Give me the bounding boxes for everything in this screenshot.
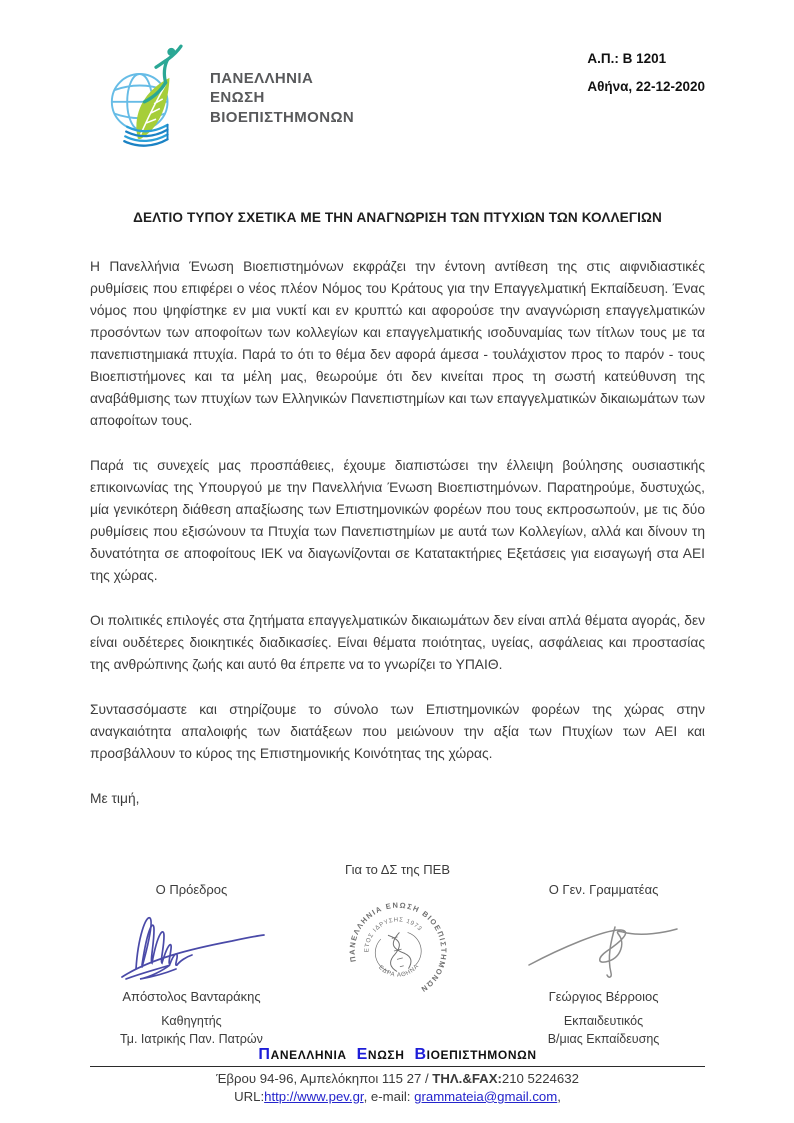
footer-address-line: [90, 1070, 705, 1088]
footer-trailing-comma: ,: [557, 1088, 561, 1104]
footer-website-link[interactable]: http://www.pev.gr: [264, 1088, 364, 1104]
organization-stamp-icon: [339, 892, 457, 1010]
footer-phone: 210 5224632: [501, 1071, 579, 1086]
logo-word-2: ΕΝΩΣΗ: [210, 89, 265, 107]
president-name: Απόστολος Βανταράκης: [122, 989, 261, 1004]
secretary-name: Γεώργιος Βέρροιος: [548, 989, 659, 1004]
president-signature-icon: [106, 903, 276, 987]
document-title: ΔΕΛΤΙΟ ΤΥΠΟΥ ΣΧΕΤΙΚΑ ΜΕ ΤΗΝ ΑΝΑΓΝΩΡΙΣΗ ΤΩΝ ΠΤΥΧΙΩΝ ΤΩΝ ΚΟΛΛΕΓΙΩΝ: [133, 210, 662, 225]
document-footer: [90, 1046, 705, 1106]
secretary-title: Εκπαιδευτικός: [563, 1014, 644, 1028]
secretary-department: Β/μιας Εκπαίδευσης: [547, 1032, 660, 1046]
footer-org-initial-1: Π: [258, 1046, 271, 1063]
signer-secretary: [502, 882, 705, 1046]
reference-block: [587, 45, 705, 100]
logo-wordmark: [210, 69, 354, 128]
secretary-role-label: Ο Γεν. Γραμματέας: [548, 882, 659, 897]
logo-word-3: ΒΙΟΕΠΙΣΤΗΜΟΝΩΝ: [210, 108, 355, 126]
footer-org-word-3: [414, 1046, 536, 1063]
footer-address: Έβρου 94-96, Αμπελόκηποι 115 27 /: [216, 1071, 433, 1086]
president-title: Καθηγητής: [161, 1014, 222, 1028]
footer-org-initial-3: Β: [414, 1046, 427, 1063]
place-date: Αθήνα, 22-12-2020: [587, 78, 705, 94]
protocol-number: Α.Π.: Β 1201: [587, 51, 667, 66]
footer-url-label: URL:: [234, 1088, 265, 1104]
footer-email-label: , e-mail:: [363, 1088, 415, 1104]
document-header: [90, 42, 705, 154]
stamp-ring-text: ΠΑΝΕΛΛΗΝΙΑ ΕΝΩΣΗ ΒΙΟΕΠΙΣΤΗΜΟΝΩΝ: [347, 900, 448, 995]
footer-org-rest-2: ΝΩΣΗ: [367, 1048, 405, 1062]
closing-salutation: Με τιμή,: [90, 791, 140, 806]
president-role-label: Ο Πρόεδρος: [155, 882, 228, 897]
body-paragraph-2: Παρά τις συνεχείς μας προσπάθειες, έχουμε διαπιστώσει την έλλειψη βούλησης ουσιαστικής επικοινωνίας της Υπουργού με την Πανελλήνια Ένωση Βιοεπιστημόνων. Παρατηρούμε, δυστυχώς, μία γενικότερη διάθεση απαξίωσης των Επιστημονικών φορέων που τους εκπροσωπούν, με τις δύο ρυθμίσεις που εξισώνουν τα Πτυχία των Πανεπιστημίων με αυτά των Κολλεγίων, αλλά και δίνουν τη δυνατότητα σε αποφοίτους ΙΕΚ να διαγωνίζονται σε Κατατακτήριες Εξετάσεις για εισαγωγή στα ΑΕΙ της χώρας.: [90, 458, 705, 583]
footer-org-initial-2: Ε: [356, 1046, 368, 1063]
stamp-founded-text: ΕΤΟΣ ΙΔΡΥΣΗΣ 1973: [362, 916, 423, 953]
footer-org-rest-3: ΙΟΕΠΙΣΤΗΜΟΝΩΝ: [426, 1048, 537, 1062]
footer-divider: [90, 1066, 705, 1067]
svg-text:ΕΔΡΑ ΑΘΗΝΑ: [376, 955, 422, 984]
stamp-area: [305, 882, 490, 1046]
signer-president: [90, 882, 293, 1046]
body-paragraph-1: Η Πανελλήνια Ένωση Βιοεπιστημόνων εκφράζει την έντονη αντίθεση της στις αιφνιδιαστικές ρυθμίσεις που επιφέρει ο νέος πλέον Νόμος του Κράτους για την Επαγγελματική Εκπαίδευση. Ένας νόμος που ψηφίστηκε εν μια νυκτί και εν κρυπτώ και αφορούσε την αναγνώριση επαγγελματικών προσόντων των αποφοίτων των κολλεγίων και επαγγελματικής ισοδυναμίας των τίτλων τους με τα πανεπιστημιακά πτυχία. Παρά το ότι το θέμα δεν αφορά άμεσα - τουλάχιστον προς το παρόν - τους Βιοεπιστήμονες και τα μέλη μας, θεωρούμε ότι δεν κινείται προς τη σωστή κατεύθυνση της αναβάθμισης των πτυχίων των Ελληνικών Πανεπιστημίων και των επαγγελματικών δικαιωμάτων των αποφοίτων τους.: [90, 259, 705, 428]
footer-org-rest-1: ΑΝΕΛΛΗΝΙΑ: [270, 1048, 347, 1062]
footer-email-link[interactable]: grammateia@gmail.com: [414, 1088, 558, 1104]
secretary-signature-icon: [519, 903, 689, 987]
organization-logo-icon: [108, 42, 204, 154]
board-line: Για το ΔΣ της ΠΕΒ: [345, 862, 450, 877]
svg-text:ΠΑΝΕΛΛΗΝΙΑ ΕΝΩΣΗ ΒΙΟΕΠΙΣΤΗΜΟΝΩ: [339, 892, 457, 1010]
footer-organization-name: [90, 1046, 705, 1064]
stamp-seat-text: ΕΔΡΑ ΑΘΗΝΑ: [376, 962, 420, 979]
body-paragraph-4: Συντασσόμαστε και στηρίζουμε το σύνολο των Επιστημονικών φορέων της χώρας στην αναγκαιότητα απαλοιφής των διατάξεων που μειώνουν την αξία των Πτυχίων των ΑΕΙ και προσβάλλουν το κύρος της Επιστημονικής Κοινότητας της χώρας.: [90, 702, 705, 761]
footer-contact-line: [90, 1088, 705, 1106]
footer-org-word-1: [258, 1046, 346, 1063]
footer-org-word-2: [357, 1046, 405, 1063]
signature-block: [90, 882, 705, 1046]
footer-phone-label: ΤΗΛ.&FAX:: [432, 1071, 502, 1086]
organization-logo: [108, 42, 354, 154]
document-body: [90, 256, 705, 833]
president-department: Τμ. Ιατρικής Παν. Πατρών: [120, 1032, 263, 1046]
body-paragraph-3: Οι πολιτικές επιλογές στα ζητήματα επαγγελματικών δικαιωμάτων δεν είναι απλά θέματα αγοράς, δεν είναι ουδέτερες διοικητικές διαδικασίες. Είναι θέματα ποιότητας, υγείας, ασφάλειας και προστασίας της ανθρώπινης ζωής και αυτό θα έπρεπε να το γνωρίζει το ΥΠΑΙΘ.: [90, 613, 705, 672]
logo-word-1: ΠΑΝΕΛΛΗΝΙΑ: [210, 69, 314, 87]
